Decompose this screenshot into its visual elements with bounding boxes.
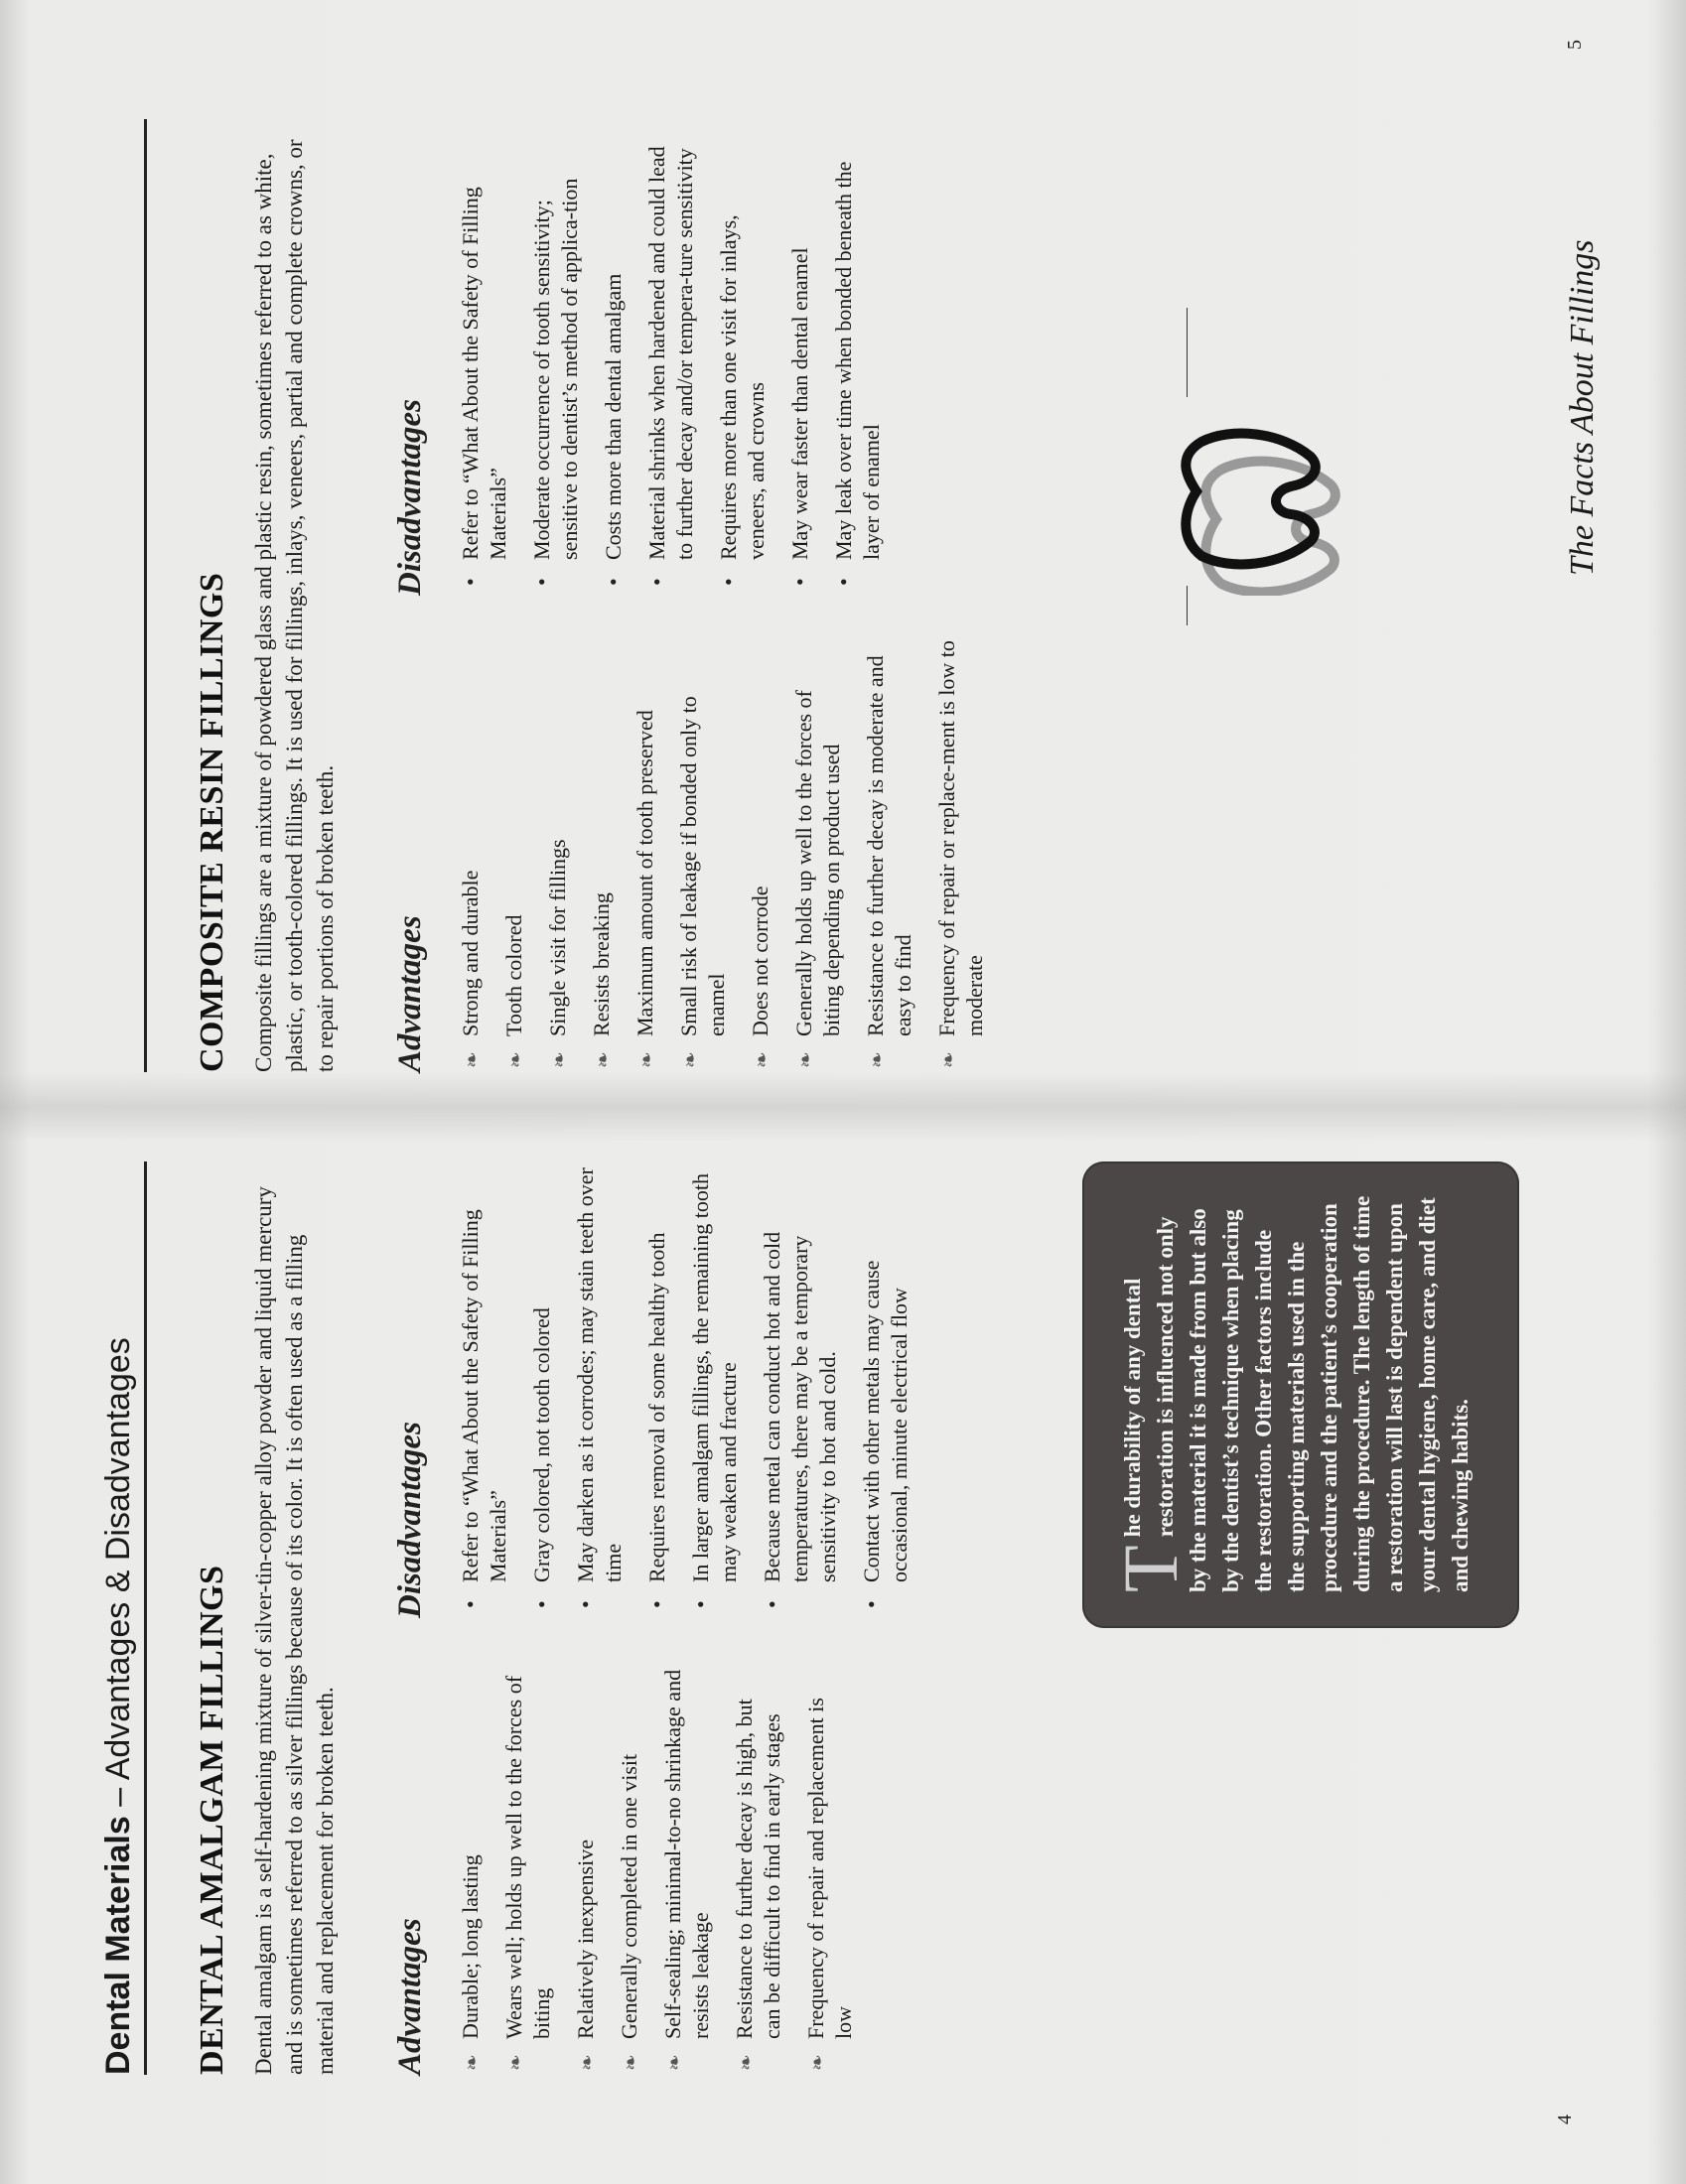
bullet-icon: •	[529, 1600, 554, 1608]
list-item	[830, 139, 886, 596]
footer-rule-2	[1187, 308, 1188, 397]
bullet-icon: •	[529, 578, 554, 586]
callout-body: he durability of any dental restoration is influenced not only by the material it is made from but also by the dentist’s technique when placing the restoration. Other factors include the supporting materials used in the procedure and the patient’s cooperation during the procedure. The length of time a restoration will last is dependent upon your dental hygiene, home care, and diet and chewing habits.	[1120, 1195, 1473, 1592]
list-item	[457, 1161, 512, 1618]
callout-dropcap: T	[1107, 1545, 1194, 1592]
bullet-icon: •	[458, 1600, 483, 1608]
brochure-footer-title: The Facts About Fillings	[1564, 239, 1601, 576]
tooth-bullet-icon: ❧	[621, 2054, 642, 2071]
running-head-main: Dental Materials	[99, 1816, 137, 2075]
list-item-text: Small risk of leakage if bonded only to enamel	[676, 696, 729, 1036]
list-item	[786, 139, 814, 596]
durability-callout-box	[1082, 1161, 1519, 1628]
tooth-bullet-icon: ❧	[577, 2054, 599, 2071]
list-item-text: Material shrinks when hardened and could lead to further decay and/or tempera-ture sensitivity	[644, 146, 697, 560]
bullet-icon: •	[688, 1600, 713, 1608]
bullet-icon: •	[573, 1600, 598, 1608]
list-item	[687, 1161, 743, 1618]
tooth-bullet-icon: ❧	[505, 1051, 527, 1068]
list-item	[632, 635, 659, 1072]
list-item-text: Wears well; holds up well to the forces of biting	[501, 1675, 554, 2039]
list-item-text: Refer to “What About the Safety of Filling Materials”	[458, 187, 510, 560]
list-item-text: May darken as it corrodes; may stain teeth over time	[573, 1167, 626, 1582]
list-item-text: Single visit for fillings	[545, 839, 570, 1036]
bullet-icon: •	[760, 1600, 784, 1608]
page-number-5: 5	[1564, 40, 1586, 50]
bullet-icon: •	[716, 578, 741, 586]
bullet-icon: •	[644, 1600, 669, 1608]
list-item	[600, 139, 628, 596]
list-item-text: Requires removal of some healthy tooth	[644, 1232, 669, 1582]
list-item	[659, 1668, 715, 2075]
tooth-bullet-icon: ❧	[462, 2054, 484, 2071]
list-item-text: In larger amalgam fillings, the remaining tooth may weaken and fracture	[688, 1173, 741, 1582]
list-item-text: Resistance to further decay is moderate and easy to find	[863, 655, 915, 1036]
list-item	[500, 1668, 556, 2075]
bullet-icon: •	[458, 578, 483, 586]
tooth-bullet-icon: ❧	[462, 1051, 484, 1068]
composite-disadvantages-heading: Disadvantages	[392, 399, 428, 596]
tooth-bullet-icon: ❧	[807, 2054, 829, 2071]
tooth-bullet-icon: ❧	[549, 1051, 571, 1068]
list-item	[457, 635, 485, 1072]
page-number-4: 4	[1554, 2115, 1576, 2124]
bullet-icon: •	[831, 578, 856, 586]
bullet-icon: •	[644, 578, 669, 586]
list-item	[933, 635, 989, 1072]
composite-disadvantages-list	[457, 139, 902, 596]
tooth-bullet-icon: ❧	[505, 2054, 527, 2071]
list-item	[862, 635, 917, 1072]
tooth-bullet-icon: ❧	[680, 1051, 702, 1068]
list-item-text: Moderate occurrence of tooth sensitivity; sensitive to dentist’s method of applica-tion	[529, 178, 582, 560]
list-item-text: May wear faster than dental enamel	[787, 247, 812, 560]
list-item-text: Refer to “What About the Safety of Filling Materials”	[458, 1209, 510, 1582]
list-item-text: Contact with other metals may cause occasional, minute electrical flow	[859, 1260, 912, 1582]
list-item	[643, 1161, 671, 1618]
amalgam-title: DENTAL AMALGAM FILLINGS	[194, 1565, 230, 2075]
list-item	[790, 635, 846, 1072]
list-item	[675, 635, 731, 1072]
list-item	[528, 1161, 556, 1618]
list-item	[500, 635, 528, 1072]
list-item-text: Gray colored, not tooth colored	[529, 1307, 554, 1582]
running-head	[99, 1161, 147, 2075]
list-item-text: Maximum amount of tooth preserved	[632, 710, 657, 1036]
bullet-icon: •	[787, 578, 812, 586]
amalgam-disadvantages-list	[457, 1161, 929, 1618]
tooth-bullet-icon: ❧	[752, 1051, 773, 1068]
list-item	[572, 1668, 600, 2075]
list-item	[588, 635, 616, 1072]
tooth-bullet-icon: ❧	[795, 1051, 817, 1068]
composite-advantages-heading: Advantages	[392, 915, 428, 1072]
amalgam-advantages-list	[457, 1668, 874, 2075]
list-item-text: Frequency of repair or replace-ment is low to moderate	[934, 640, 987, 1036]
list-item	[858, 1161, 913, 1618]
amalgam-disadvantages-heading: Disadvantages	[392, 1422, 428, 1618]
list-item-text: Self-sealing; minimal-to-no shrinkage and resists leakage	[660, 1669, 713, 2039]
tooth-bullet-icon: ❧	[593, 1051, 615, 1068]
list-item-text: Frequency of repair and replacement is low	[803, 1698, 856, 2039]
list-item-text: Generally holds up well to the forces of biting depending on product used	[791, 690, 844, 1036]
tooth-bullet-icon: ❧	[664, 2054, 686, 2071]
list-item-text: Resistance to further decay is high, but can be difficult to find in early stages	[732, 1699, 784, 2039]
list-item-text: Costs more than dental amalgam	[601, 273, 626, 560]
composite-advantages-list	[457, 635, 1005, 1072]
list-item	[457, 139, 512, 596]
list-item	[802, 1668, 858, 2075]
composite-title: COMPOSITE RESIN FILLINGS	[194, 572, 230, 1072]
list-item-text: Durable; long lasting	[458, 1854, 483, 2039]
top-rule	[144, 119, 147, 1072]
list-item	[715, 139, 771, 596]
running-head-sub: – Advantages & Disadvantages	[99, 1337, 137, 1817]
tooth-bullet-icon: ❧	[736, 2054, 758, 2071]
list-item-text: Does not corrode	[748, 886, 773, 1036]
list-item	[759, 1161, 842, 1618]
list-item-text: Resists breaking	[589, 892, 614, 1036]
tooth-bullet-icon: ❧	[867, 1051, 889, 1068]
composite-intro: Composite fillings are a mixture of powdered glass and plastic resin, sometimes referred to as white, plastic, or tooth-colored fillings. It is used for fillings, inlays, veneers, partial and complete crowns, or to repair portions of broken teeth.	[251, 139, 338, 1072]
list-item-text: Requires more than one visit for inlays, veneers, and crowns	[716, 214, 769, 560]
list-item-text: Because metal can conduct hot and cold temperatures, there may be a temporary sensitivity to hot and cold.	[760, 1231, 840, 1582]
page-4	[0, 1092, 1686, 2184]
list-item	[643, 139, 699, 596]
list-item	[731, 1668, 786, 2075]
amalgam-intro: Dental amalgam is a self-hardening mixture of silver-tin-copper alloy powder and liquid mercury and is sometimes referred to as silver fillings because of its color. It is often used as a filling material and replacement for broken teeth.	[251, 1186, 338, 2075]
list-item	[572, 1161, 628, 1618]
list-item-text: May leak over time when bonded beneath the layer of enamel	[831, 161, 884, 560]
list-item	[457, 1668, 485, 2075]
tooth-icon	[1172, 407, 1380, 596]
tooth-bullet-icon: ❧	[938, 1051, 960, 1068]
list-item-text: Generally completed in one visit	[617, 1753, 641, 2039]
list-item-text: Tooth colored	[501, 914, 526, 1036]
list-item	[616, 1668, 643, 2075]
bullet-icon: •	[601, 578, 626, 586]
amalgam-advantages-heading: Advantages	[392, 1918, 428, 2075]
bullet-icon: •	[859, 1600, 884, 1608]
list-item	[528, 139, 584, 596]
callout-text	[1107, 1195, 1476, 1592]
list-item	[544, 635, 572, 1072]
list-item-text: Relatively inexpensive	[573, 1840, 598, 2039]
tooth-bullet-icon: ❧	[636, 1051, 658, 1068]
list-item	[747, 635, 774, 1072]
list-item-text: Strong and durable	[458, 870, 483, 1036]
